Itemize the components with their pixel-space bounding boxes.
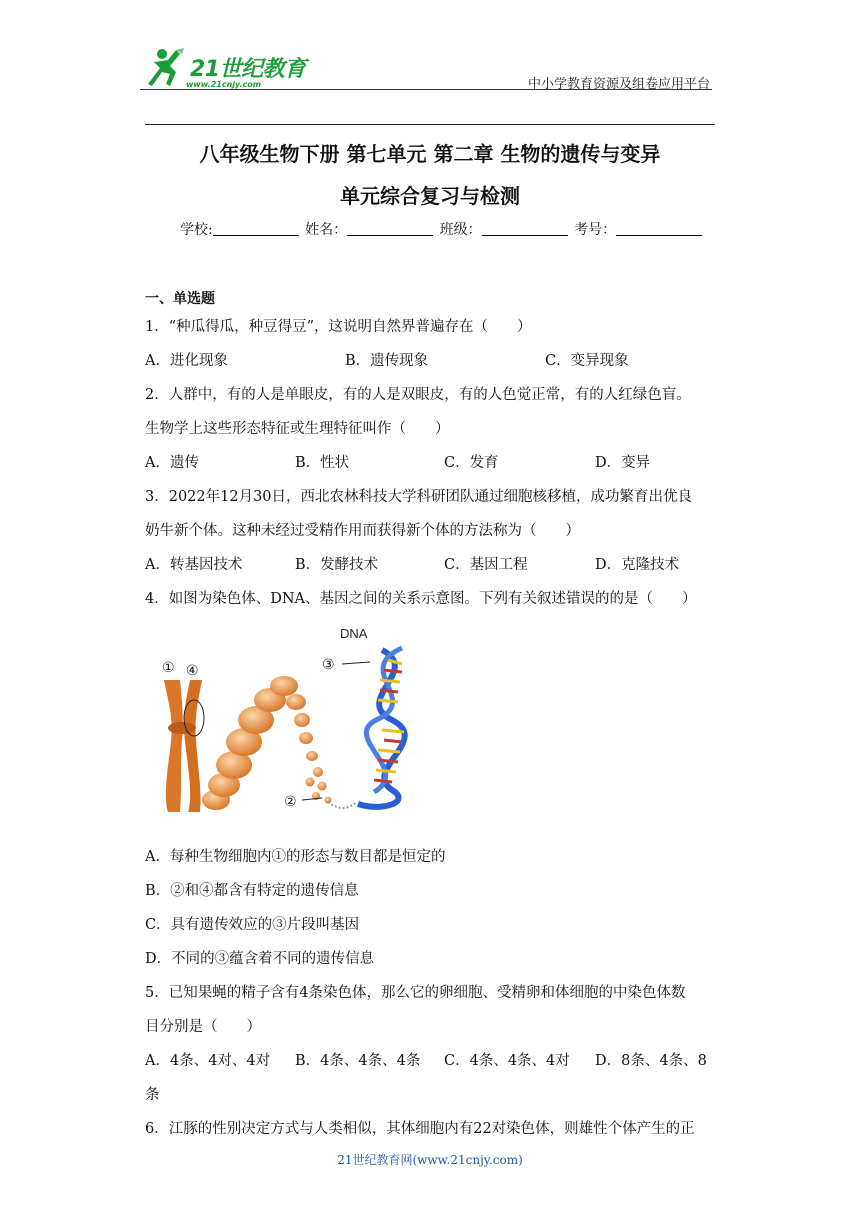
field-name-label: 姓名： bbox=[305, 222, 348, 238]
question-2-text-line1: 2．人群中，有的人是单眼皮，有的人是双眼皮，有的人色觉正常，有的人红绿色盲。 bbox=[145, 387, 691, 403]
marker-2: ② bbox=[284, 794, 297, 810]
dna-label: DNA bbox=[340, 626, 368, 641]
field-class-label: 班级： bbox=[439, 222, 482, 238]
q5-option-c: C．4条、4条、4对 bbox=[444, 1053, 570, 1069]
q4-option-a: A．每种生物细胞内①的形态与数目都是恒定的 bbox=[145, 849, 446, 865]
question-6-text-line1: 6．江豚的性别决定方式与人类相似，其体细胞内有22对染色体，则雄性个体产生的正 bbox=[145, 1121, 695, 1137]
q4-option-c: C．具有遗传效应的③片段叫基因 bbox=[145, 917, 360, 933]
q1-option-a: A．进化现象 bbox=[145, 353, 228, 369]
page-subtitle: 单元综合复习与检测 bbox=[340, 184, 520, 208]
logo-url: www.21cnjy.com bbox=[186, 80, 262, 89]
dna-double-helix bbox=[358, 648, 405, 807]
logo-text: 21世纪教育 bbox=[190, 57, 306, 82]
field-school-label: 学校: bbox=[180, 222, 213, 238]
q4-option-d: D．不同的③蕴含着不同的遗传信息 bbox=[145, 951, 375, 967]
q5-option-d: D．8条、4条、8 bbox=[595, 1053, 707, 1069]
marker-1: ① bbox=[162, 660, 175, 676]
question-3-text-line2: 奶牛新个体。这种未经过受精作用而获得新个体的方法称为（ ） bbox=[145, 523, 580, 539]
q5-option-b: B．4条、4条、4条 bbox=[295, 1053, 421, 1069]
q2-option-d: D．变异 bbox=[595, 455, 651, 471]
page-title: 八年级生物下册 第七单元 第二章 生物的遗传与变异 bbox=[199, 142, 661, 166]
question-5-text-line1: 5．已知果蝇的精子含有4条染色体，那么它的卵细胞、受精卵和体细胞的中染色体数 bbox=[145, 985, 686, 1001]
title-divider bbox=[145, 124, 715, 125]
field-school-blank[interactable] bbox=[213, 221, 299, 236]
q1-option-c: C．变异现象 bbox=[545, 353, 629, 369]
q2-option-c: C．发育 bbox=[444, 455, 499, 471]
q3-option-c: C．基因工程 bbox=[444, 557, 528, 573]
q5-option-a: A．4条、4对、4对 bbox=[145, 1053, 271, 1069]
question-1-text: 1．“种瓜得瓜，种豆得豆”，这说明自然界普遍存在（ ） bbox=[145, 319, 532, 335]
footer-text: 21世纪教育网(www.21cnjy.com) bbox=[337, 1153, 523, 1167]
chromatin-coil bbox=[202, 676, 332, 810]
student-info-fields bbox=[180, 219, 704, 239]
question-2-text-line2: 生物学上这些形态特征或生理特征叫作（ ） bbox=[145, 421, 450, 437]
q2-option-b: B．性状 bbox=[295, 455, 350, 471]
q3-option-d: D．克隆技术 bbox=[595, 557, 680, 573]
section-heading: 一、单选题 bbox=[145, 291, 215, 307]
field-class-blank[interactable] bbox=[482, 221, 568, 236]
marker-3: ③ bbox=[322, 657, 335, 673]
q3-option-a: A．转基因技术 bbox=[145, 557, 243, 573]
question-5-text-line2: 目分别是（ ） bbox=[145, 1019, 261, 1035]
field-number-label: 考号： bbox=[574, 222, 617, 238]
question-4-text: 4．如图为染色体、DNA、基因之间的关系示意图。下列有关叙述错误的的是（ ） bbox=[145, 591, 697, 607]
question-3-text-line1: 3．2022年12月30日，西北农林科技大学科研团队通过细胞核移植，成功繁育出优良 bbox=[145, 489, 693, 505]
header-divider bbox=[140, 89, 712, 90]
field-name-blank[interactable] bbox=[347, 221, 433, 236]
header-platform-text: 中小学教育资源及组卷应用平台 bbox=[528, 77, 711, 92]
chromosome-dna-gene-diagram bbox=[152, 620, 420, 820]
q3-option-b: B．发酵技术 bbox=[295, 557, 379, 573]
q2-option-a: A．遗传 bbox=[145, 455, 199, 471]
marker-4: ④ bbox=[186, 663, 199, 679]
q4-option-b: B．②和④都含有特定的遗传信息 bbox=[145, 883, 359, 899]
q1-option-b: B．遗传现象 bbox=[345, 353, 429, 369]
chromosome-shape bbox=[164, 680, 202, 812]
field-number-blank[interactable] bbox=[616, 221, 702, 236]
q5-option-d-wrap: 条 bbox=[145, 1087, 160, 1103]
